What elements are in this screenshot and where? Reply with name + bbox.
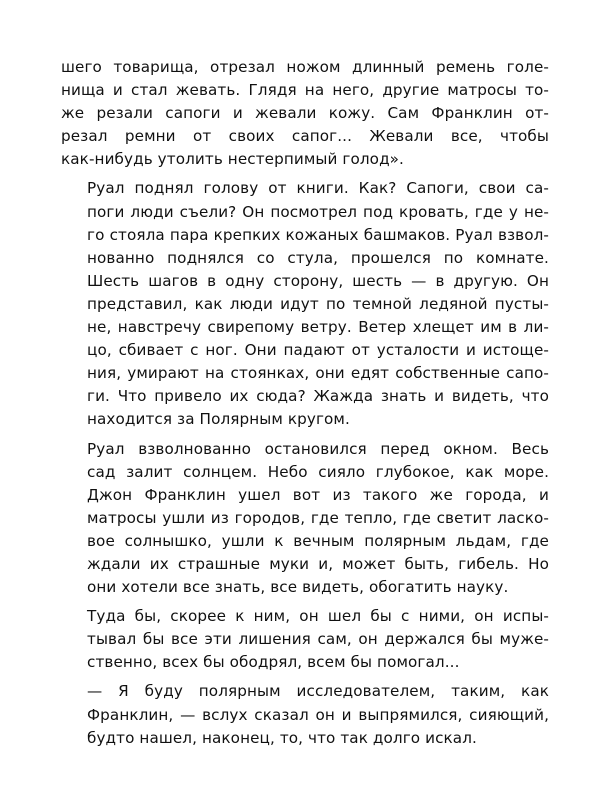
paragraph-3 xyxy=(61,438,549,600)
text-line: матросы ушли из городов, где тепло, где светит ласко- xyxy=(87,508,549,527)
text-line: вое солнышко, ушли к вечным полярным льдам, где xyxy=(87,531,549,550)
text-line: будто нашел, наконец, то, что так долго искал. xyxy=(87,728,477,747)
text-line: Шесть шагов в одну сторону, шесть — в другую. Он xyxy=(87,271,549,290)
text-line: тывал бы все эти лишения сам, он держался бы муже- xyxy=(87,630,549,649)
paragraph-4 xyxy=(61,605,549,674)
paragraph-1 xyxy=(61,56,549,171)
text-line: нища и стал жевать. Глядя на него, другие матросы то- xyxy=(61,81,549,100)
text-line: не, навстречу свирепому ветру. Ветер хлещет им в ли- xyxy=(87,318,549,337)
text-line: они хотели все знать, все видеть, обогатить науку. xyxy=(87,578,509,597)
text-line: ния, умирают на стоянках, они едят собственные сапо- xyxy=(87,364,549,383)
text-line: резал ремни от своих сапог... Жевали все, чтобы xyxy=(61,127,549,146)
text-line: Джон Франклин ушел вот из такого же города, и xyxy=(87,485,549,504)
text-line: ственно, всех бы ободрял, всем бы помогал... xyxy=(87,653,460,672)
text-line: шего товарища, отрезал ножом длинный ремень голе- xyxy=(61,58,549,76)
text-line: Руал поднял голову от книги. Как? Сапоги, свои са- xyxy=(87,179,549,198)
paragraph-5 xyxy=(61,680,549,749)
text-line: Франклин, — вслух сказал он и выпрямился, сияющий, xyxy=(87,705,549,724)
text-line: сад залит солнцем. Небо сияло глубокое, как море. xyxy=(87,462,549,481)
text-line: как-нибудь утолить нестерпимый голод». xyxy=(61,150,404,169)
text-line: представил, как люди идут по темной ледяной пусты- xyxy=(87,294,549,313)
text-line: находится за Полярным кругом. xyxy=(87,410,350,429)
text-line: го стояла пара крепких кожаных башмаков. Руал взвол- xyxy=(87,225,549,244)
text-line: же резали сапоги и жевали кожу. Сам Франклин от- xyxy=(61,104,549,123)
text-line: Туда бы, скорее к ним, он шел бы с ними, он испы- xyxy=(87,607,549,626)
paragraph-2 xyxy=(61,177,549,431)
text-line: нованно поднялся со стула, прошелся по комнате. xyxy=(87,248,549,267)
book-page xyxy=(61,56,549,756)
text-line: поги люди съели? Он посмотрел под кровать, где у не- xyxy=(87,202,549,221)
text-line: ги. Что привело их сюда? Жажда знать и видеть, что xyxy=(87,387,549,406)
text-line: — Я буду полярным исследователем, таким, как xyxy=(87,682,549,701)
text-line: цо, сбивает с ног. Они падают от усталости и истоще- xyxy=(87,341,549,360)
text-line: Руал взволнованно остановился перед окном. Весь xyxy=(87,439,549,458)
text-line: ждали их страшные муки и, может быть, гибель. Но xyxy=(87,554,549,573)
